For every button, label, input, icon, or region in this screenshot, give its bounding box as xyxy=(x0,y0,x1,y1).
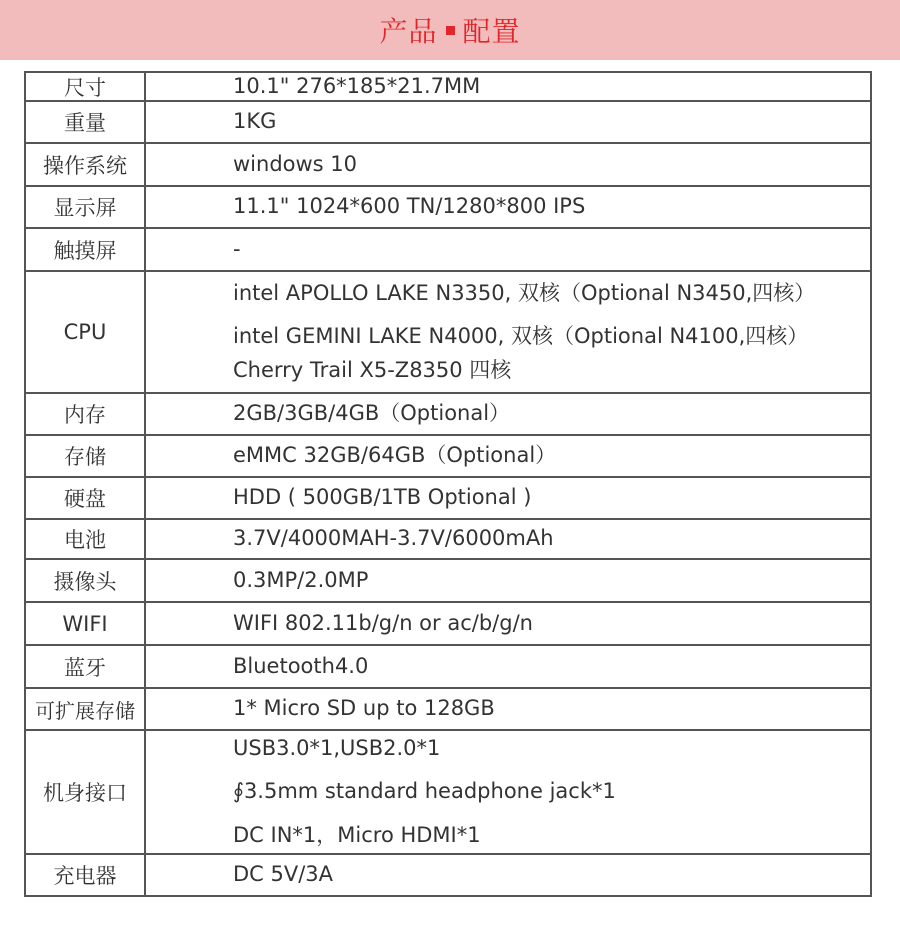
title-left: 产品 xyxy=(379,15,438,48)
spec-label: 摄像头 xyxy=(26,560,146,601)
table-row xyxy=(26,520,870,560)
spec-value-line: Cherry Trail X5-Z8350 四核 xyxy=(233,357,512,382)
spec-label: 硬盘 xyxy=(26,478,146,518)
spec-label: CPU xyxy=(26,272,146,392)
header-banner xyxy=(0,0,900,60)
spec-value-line: intel GEMINI LAKE N4000, 双核（Optional N4100,四核） xyxy=(233,324,809,349)
spec-value xyxy=(146,646,870,687)
spec-value xyxy=(146,229,870,270)
spec-value xyxy=(146,478,870,518)
spec-value-line: intel APOLLO LAKE N3350, 双核（Optional N3450,四核） xyxy=(233,281,816,306)
spec-value xyxy=(146,855,870,895)
spec-label: 充电器 xyxy=(26,855,146,895)
table-row xyxy=(26,646,870,689)
spec-value-line: 10.1" 276*185*21.7MM xyxy=(233,73,481,98)
spec-value-line: windows 10 xyxy=(233,151,358,176)
spec-label: 操作系统 xyxy=(26,144,146,185)
title-separator-icon xyxy=(446,26,455,35)
table-row xyxy=(26,855,870,897)
table-row xyxy=(26,187,870,229)
spec-label: 显示屏 xyxy=(26,187,146,227)
spec-value-line: ∮3.5mm standard headphone jack*1 xyxy=(233,779,616,804)
spec-value xyxy=(146,272,870,392)
table-row xyxy=(26,478,870,520)
table-row xyxy=(26,102,870,144)
spec-value xyxy=(146,102,870,142)
table-row xyxy=(26,272,870,394)
spec-value-line: DC 5V/3A xyxy=(233,862,334,887)
table-row xyxy=(26,603,870,646)
spec-label: 蓝牙 xyxy=(26,646,146,687)
table-row xyxy=(26,560,870,603)
spec-label: 触摸屏 xyxy=(26,229,146,270)
spec-value-line: DC IN*1，Micro HDMI*1 xyxy=(233,822,481,847)
spec-value xyxy=(146,603,870,644)
title-right: 配置 xyxy=(462,15,521,48)
spec-label: 存储 xyxy=(26,436,146,476)
spec-label: 机身接口 xyxy=(26,731,146,853)
table-row xyxy=(26,394,870,436)
spec-value-line: 1* Micro SD up to 128GB xyxy=(233,696,495,721)
spec-value xyxy=(146,73,870,100)
table-row xyxy=(26,731,870,855)
spec-value-line: 2GB/3GB/4GB（Optional） xyxy=(233,401,511,426)
spec-value xyxy=(146,560,870,601)
spec-value xyxy=(146,436,870,476)
spec-value-line: WIFI 802.11b/g/n or ac/b/g/n xyxy=(233,610,533,635)
table-row xyxy=(26,689,870,731)
spec-value-line: 11.1" 1024*600 TN/1280*800 IPS xyxy=(233,194,586,219)
table-row xyxy=(26,436,870,478)
spec-value-line: USB3.0*1,USB2.0*1 xyxy=(233,736,441,761)
spec-value xyxy=(146,731,870,853)
table-row xyxy=(26,73,870,102)
spec-value-line: Bluetooth4.0 xyxy=(233,653,369,678)
spec-value-line: 3.7V/4000MAH-3.7V/6000mAh xyxy=(233,526,554,551)
spec-value xyxy=(146,187,870,227)
spec-value xyxy=(146,520,870,558)
spec-label: 电池 xyxy=(26,520,146,558)
spec-value xyxy=(146,394,870,434)
spec-value xyxy=(146,689,870,729)
table-row xyxy=(26,229,870,272)
spec-value xyxy=(146,144,870,185)
spec-table xyxy=(24,71,872,897)
spec-value-line: - xyxy=(233,236,241,261)
spec-value-line: HDD ( 500GB/1TB Optional ) xyxy=(233,485,532,510)
spec-label: 尺寸 xyxy=(26,73,146,100)
spec-value-line: 1KG xyxy=(233,109,277,134)
spec-label: 重量 xyxy=(26,102,146,142)
spec-label: 可扩展存储 xyxy=(26,689,146,729)
table-row xyxy=(26,144,870,187)
spec-label: WIFI xyxy=(26,603,146,644)
spec-label: 内存 xyxy=(26,394,146,434)
page-title xyxy=(379,10,520,50)
spec-value-line: eMMC 32GB/64GB（Optional） xyxy=(233,443,557,468)
spec-value-line: 0.3MP/2.0MP xyxy=(233,567,369,592)
